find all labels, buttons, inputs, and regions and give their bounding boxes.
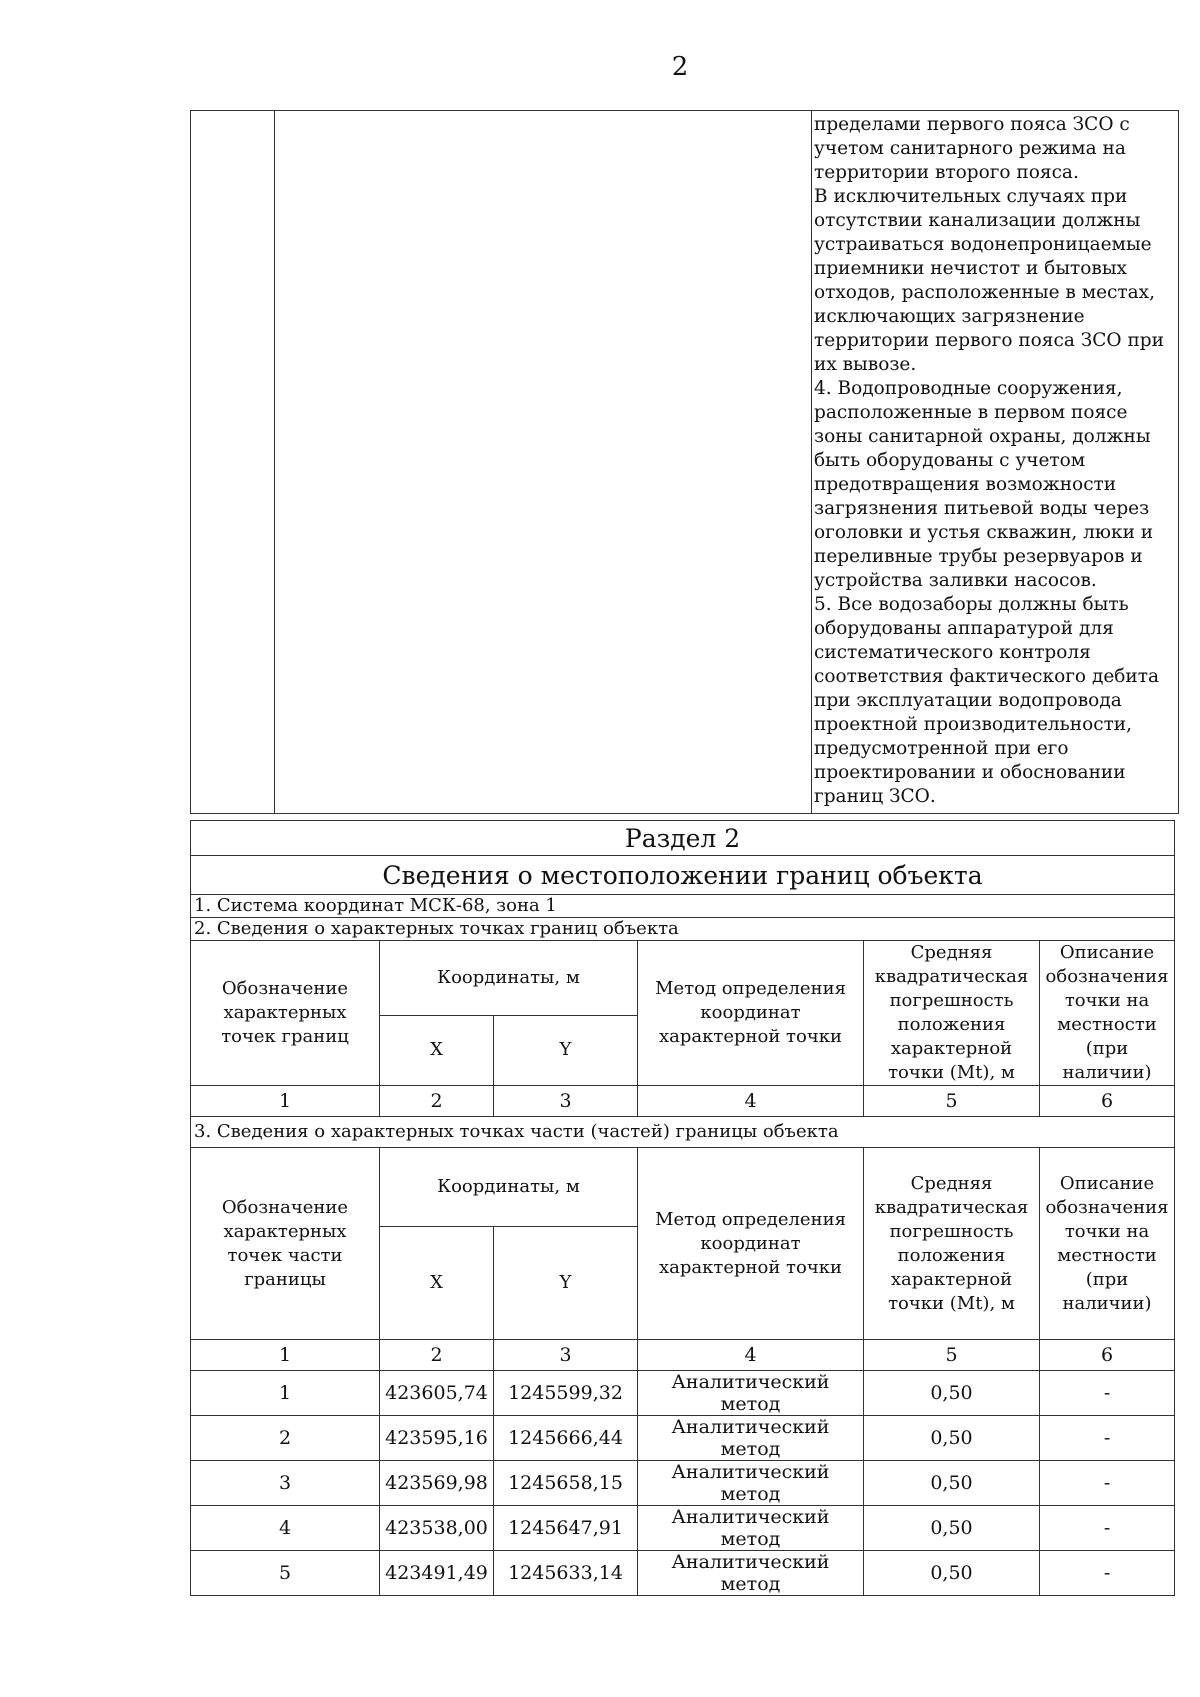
continuation-text-cell [812, 111, 1179, 814]
coord-x: 423538,00 [380, 1506, 494, 1551]
paragraph: 5. Все водозаборы должны быть оборудованы аппаратурой для систематического контроля соответствия фактического дебита при эксплуатации водопровода проектной производительности, предусмотренной при его проектировании и обосновании границ ЗСО. [814, 594, 1160, 807]
coord-x: 423595,16 [380, 1416, 494, 1461]
section-subtitle: Сведения о местоположении границ объекта [191, 856, 1175, 895]
section-title: Раздел 2 [191, 821, 1175, 856]
empty-cell-2 [275, 111, 812, 814]
header-coords: Координаты, м [380, 941, 638, 1016]
method: Аналитический метод [638, 1371, 864, 1416]
col-number: 3 [494, 1086, 638, 1117]
coord-y: 1245633,14 [494, 1551, 638, 1596]
point-number: 5 [191, 1551, 380, 1596]
mt-error: 0,50 [864, 1416, 1040, 1461]
col-number: 3 [494, 1340, 638, 1371]
description: - [1040, 1371, 1175, 1416]
table-row [191, 1506, 1175, 1551]
method: Аналитический метод [638, 1416, 864, 1461]
col-number: 1 [191, 1340, 380, 1371]
paragraph: пределами первого пояса ЗСО с учетом санитарного режима на территории второго пояса. [814, 114, 1130, 183]
coord-y: 1245658,15 [494, 1461, 638, 1506]
parts-title: 3. Сведения о характерных точках части (частей) границы объекта [191, 1117, 1175, 1148]
header-coords: Координаты, м [380, 1148, 638, 1227]
col-number: 6 [1040, 1086, 1175, 1117]
mt-error: 0,50 [864, 1371, 1040, 1416]
coord-y: 1245647,91 [494, 1506, 638, 1551]
coord-y: 1245599,32 [494, 1371, 638, 1416]
description: - [1040, 1506, 1175, 1551]
header-error: Средняя квадратическая погрешность положения характерной точки (Mt), м [864, 1148, 1040, 1340]
coord-x: 423569,98 [380, 1461, 494, 1506]
point-number: 2 [191, 1416, 380, 1461]
description: - [1040, 1551, 1175, 1596]
header-designation: Обозначение характерных точек границ [191, 941, 380, 1086]
description: - [1040, 1461, 1175, 1506]
method: Аналитический метод [638, 1506, 864, 1551]
header-description: Описание обозначения точки на местности (при наличии) [1040, 941, 1175, 1086]
coord-system: 1. Система координат МСК-68, зона 1 [191, 895, 1175, 918]
table-row [191, 1416, 1175, 1461]
table-row [191, 1461, 1175, 1506]
points-title: 2. Сведения о характерных точках границ объекта [191, 918, 1175, 941]
section-table [190, 820, 1175, 1596]
mt-error: 0,50 [864, 1551, 1040, 1596]
mt-error: 0,50 [864, 1506, 1040, 1551]
page-number: 2 [671, 52, 689, 82]
empty-cell-1 [191, 111, 275, 814]
paragraph: 4. Водопроводные сооружения, расположенные в первом поясе зоны санитарной охраны, должны быть оборудованы с учетом предотвращения возможности загрязнения питьевой воды через оголовки и устья скважин, люки и переливные трубы резервуаров и устройства заливки насосов. [814, 378, 1154, 591]
col-number: 5 [864, 1340, 1040, 1371]
method: Аналитический метод [638, 1461, 864, 1506]
col-number: 1 [191, 1086, 380, 1117]
col-number: 2 [380, 1340, 494, 1371]
header-y: Y [494, 1015, 638, 1085]
header-x: X [380, 1227, 494, 1340]
col-number: 6 [1040, 1340, 1175, 1371]
col-number: 5 [864, 1086, 1040, 1117]
coord-y: 1245666,44 [494, 1416, 638, 1461]
point-number: 1 [191, 1371, 380, 1416]
header-x: X [380, 1015, 494, 1085]
header-method: Метод определения координат характерной точки [638, 941, 864, 1086]
point-number: 3 [191, 1461, 380, 1506]
point-number: 4 [191, 1506, 380, 1551]
description: - [1040, 1416, 1175, 1461]
col-number: 4 [638, 1086, 864, 1117]
header-designation: Обозначение характерных точек части границы [191, 1148, 380, 1340]
header-y: Y [494, 1227, 638, 1340]
header-description: Описание обозначения точки на местности (при наличии) [1040, 1148, 1175, 1340]
header-method: Метод определения координат характерной точки [638, 1148, 864, 1340]
mt-error: 0,50 [864, 1461, 1040, 1506]
table-row [191, 1371, 1175, 1416]
table-row [191, 1551, 1175, 1596]
paragraph: В исключительных случаях при отсутствии канализации должны устраиваться водонепроницаемые приемники нечистот и бытовых отходов, расположенные в местах, исключающих загрязнение территории первого пояса ЗСО при их вывозе. [814, 186, 1164, 375]
continuation-table [190, 110, 1179, 814]
coord-x: 423605,74 [380, 1371, 494, 1416]
header-error: Средняя квадратическая погрешность положения характерной точки (Mt), м [864, 941, 1040, 1086]
coord-x: 423491,49 [380, 1551, 494, 1596]
col-number: 2 [380, 1086, 494, 1117]
method: Аналитический метод [638, 1551, 864, 1596]
col-number: 4 [638, 1340, 864, 1371]
